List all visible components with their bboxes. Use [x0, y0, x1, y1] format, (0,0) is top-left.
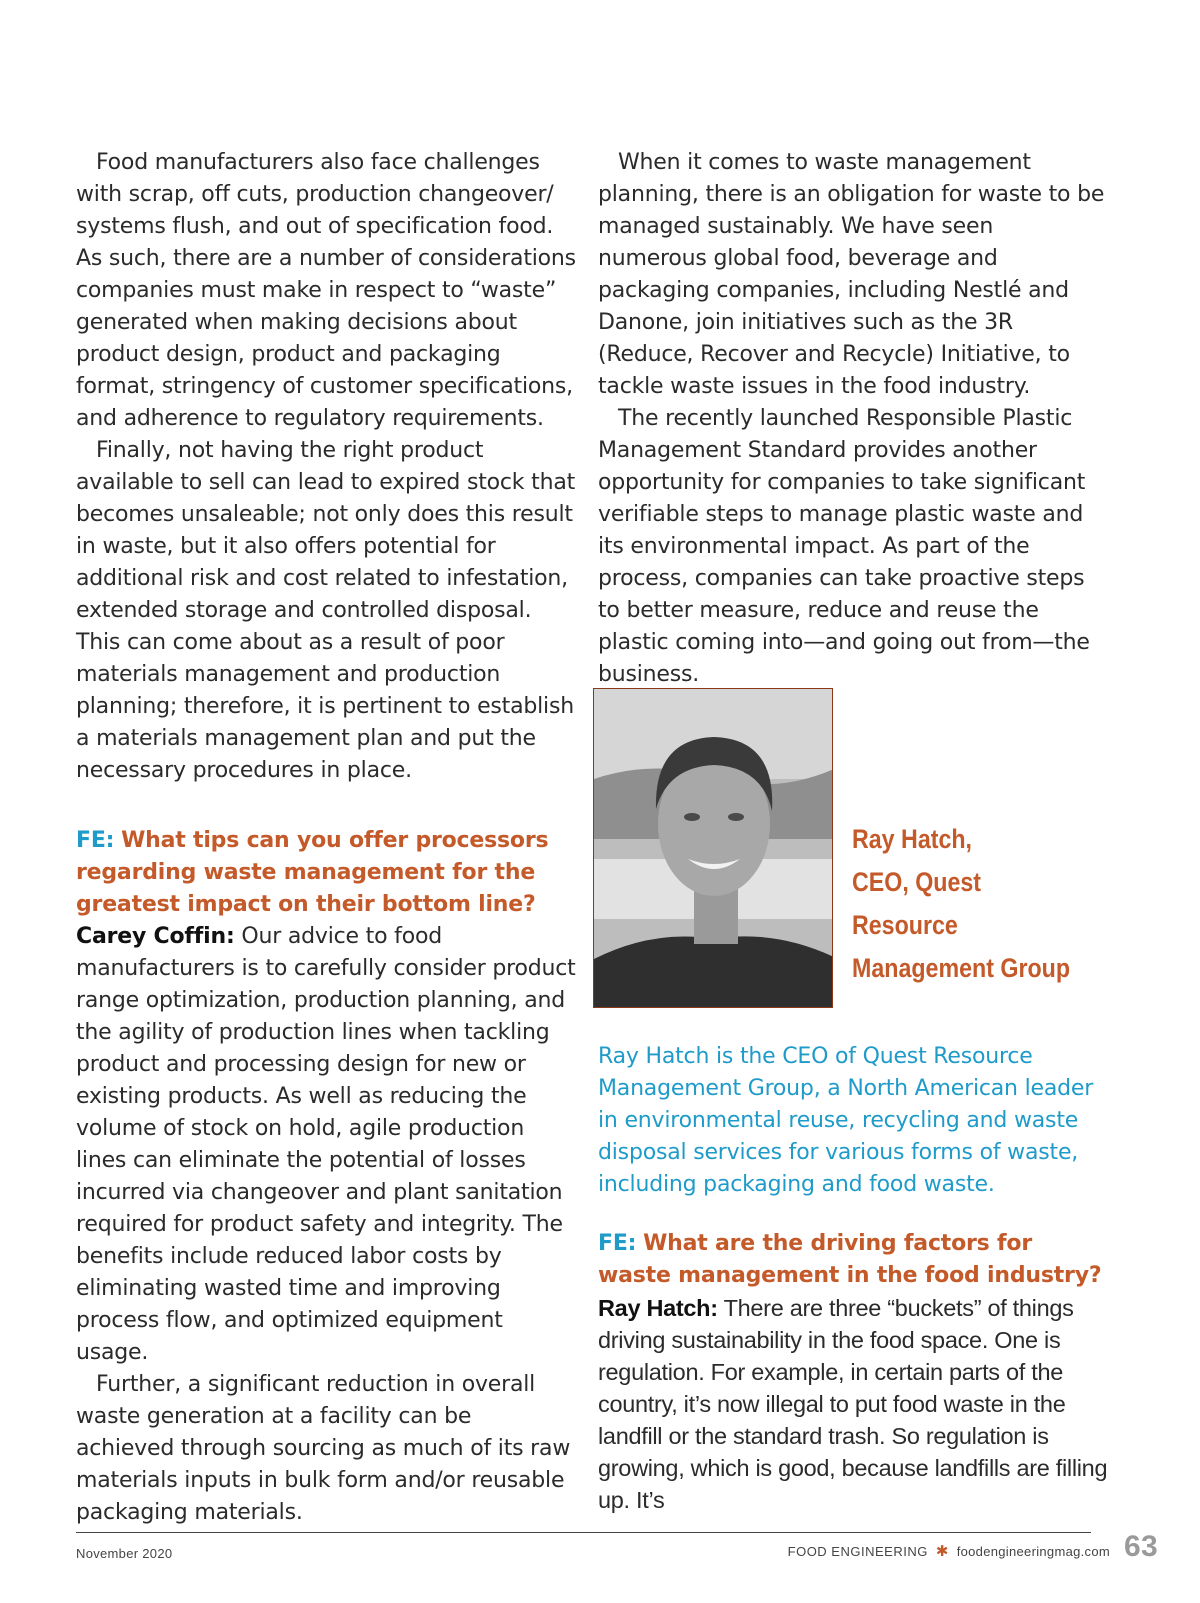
caption-line: Ray Hatch, — [852, 824, 973, 854]
bio-paragraph: Ray Hatch is the CEO of Quest Resource Management Group, a North American leader in environmental reuse, recycling and waste disposal services for various forms of waste, including packaging and food waste. — [598, 1044, 1094, 1197]
magazine-name: FOOD ENGINEERING — [787, 1544, 928, 1559]
interview-question — [598, 1228, 1108, 1292]
question-label: FE: — [76, 828, 115, 853]
right-column — [598, 147, 1108, 691]
question-text: What tips can you offer processors regarding waste management for the greatest impact on their bottom line? — [76, 828, 549, 917]
caption-line: CEO, Quest — [852, 867, 982, 897]
left-column — [76, 147, 576, 1529]
interview-answer — [76, 921, 576, 1369]
caption-line: Resource — [852, 910, 958, 940]
footer-date: November 2020 — [76, 1546, 173, 1561]
interview-answer — [598, 1292, 1108, 1516]
headshot-icon — [594, 689, 833, 1008]
body-paragraph: When it comes to waste management planning, there is an obligation for waste to be managed sustainably. We have seen numerous global food, beverage and packaging companies, including Nestlé and Danone, join initiatives such as the 3R (Reduce, Recover and Recycle) Initiative, to tackle waste issues in the food industry. — [598, 150, 1105, 399]
photo-caption — [852, 818, 1076, 990]
footer-masthead — [788, 1530, 1158, 1564]
answer-speaker: Ray Hatch: — [598, 1295, 718, 1321]
answer-text: Our advice to food manufacturers is to carefully consider product range optimization, production planning, and the agility of production lines when tackling product and processing design for new or existing products. As well as reducing the volume of stock on hold, agile production lines can eliminate the potential of losses incurred via changeover and plant sanitation required for product safety and integrity. The benefits include reduced labor costs by eliminating wasted time and improving process flow, and optimized equipment usage. — [76, 924, 576, 1365]
body-paragraph: The recently launched Responsible Plastic Management Standard provides another opportunity for companies to take significant verifiable steps to manage plastic waste and its environmental impact. As part of the process, companies can take proactive steps to better measure, reduce and reuse the plastic coming into—and going out from—the business. — [598, 406, 1090, 687]
asterisk-icon: ✱ — [935, 1543, 949, 1560]
headshot-photo — [593, 688, 833, 1008]
body-paragraph: Further, a significant reduction in overall waste generation at a facility can be achieved through sourcing as much of its raw materials inputs in bulk form and/or reusable packaging materials. — [76, 1372, 571, 1525]
body-paragraph: Food manufacturers also face challenges with scrap, off cuts, production changeover/ systems flush, and out of specification food. As such, there are a number of considerations companies must make in respect to “waste” generated when making decisions about product design, product and packaging format, stringency of customer specifications, and adherence to regulatory requirements. — [76, 150, 576, 431]
question-text: What are the driving factors for waste management in the food industry? — [598, 1231, 1102, 1288]
caption-line: Management Group — [852, 953, 1071, 983]
page-number: 63 — [1124, 1530, 1158, 1563]
answer-speaker: Carey Coffin: — [76, 924, 235, 949]
body-paragraph: Finally, not having the right product available to sell can lead to expired stock that becomes unsaleable; not only does this result in waste, but it also offers potential for additional risk and cost related to infestation, extended storage and controlled disposal. This can come about as a result of poor materials management and production planning; therefore, it is pertinent to establish a materials management plan and put the necessary procedures in place. — [76, 438, 576, 783]
site-url: foodengineeringmag.com — [956, 1544, 1111, 1559]
right-column-lower — [598, 1228, 1108, 1516]
question-label: FE: — [598, 1231, 637, 1256]
answer-text: There are three “buckets” of things driving sustainability in the food space. One is regulation. For example, in certain parts of the country, it’s now illegal to put food waste in the landfill or the standard trash. So regulation is growing, which is good, because landfills are filling up. It’s — [598, 1295, 1108, 1513]
interview-question — [76, 825, 576, 921]
